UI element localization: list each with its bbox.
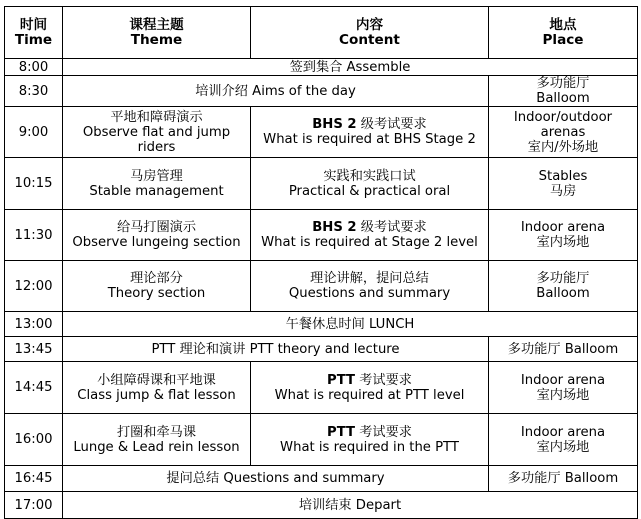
row-theme (63, 261, 251, 312)
theme-en-line2: riders (137, 139, 176, 155)
content-zh: 级考试要求 (356, 220, 427, 235)
row-place: 多功能厅 Balloom (489, 337, 638, 362)
row-content (251, 158, 489, 210)
content-bold: PTT (327, 372, 355, 388)
row-time: 11:30 (5, 210, 63, 261)
row-content (251, 107, 489, 158)
theme-en: Observe lungeing section (72, 235, 241, 250)
row-theme (63, 158, 251, 210)
table-row (5, 414, 638, 466)
theme-zh: 给马打圈演示 (116, 220, 197, 235)
place-en: Stables (538, 168, 588, 184)
content-bold: BHS 2 (312, 220, 357, 235)
content-zh: 理论讲解，提问总结 (310, 271, 429, 286)
table-row (5, 362, 638, 414)
row-time: 16:45 (5, 466, 63, 492)
row-full-span: 培训结束 Depart (63, 492, 638, 519)
row-place: 多功能厅 Balloom (489, 466, 638, 492)
place-en: Indoor/outdoor (513, 109, 613, 125)
row-time: 8:30 (5, 76, 63, 107)
header-time-en: Time (14, 31, 53, 48)
place-zh: 室内场地 (536, 387, 590, 403)
place-en: Indoor arena (520, 424, 606, 440)
row-place (489, 414, 638, 466)
table-row (5, 312, 638, 337)
theme-zh: 小组障碍课和平地课 (97, 372, 216, 388)
row-time: 17:00 (5, 492, 63, 519)
place-zh: 马房 (549, 183, 577, 199)
header-theme-zh: 课程主题 (129, 16, 184, 33)
row-place (489, 210, 638, 261)
content-zh: 考试要求 (355, 372, 412, 388)
row-place (489, 362, 638, 414)
row-content (251, 210, 489, 261)
table-row (5, 210, 638, 261)
place-zh: 多功能厅 (536, 271, 590, 286)
content-bold: PTT (327, 424, 355, 440)
header-place-en: Place (542, 31, 584, 48)
theme-en: Class jump & flat lesson (77, 387, 236, 403)
schedule-table (4, 6, 638, 519)
row-place (489, 158, 638, 210)
row-theme (63, 210, 251, 261)
content-bold: BHS 2 (312, 117, 357, 132)
theme-zh: 打圈和牵马课 (116, 424, 197, 440)
place-zh: 室内场地 (536, 235, 590, 250)
row-time: 12:00 (5, 261, 63, 312)
content-en: What is required at PTT level (274, 387, 465, 403)
row-place (489, 76, 638, 107)
header-content-en: Content (339, 31, 400, 48)
header-theme-en: Theme (130, 31, 183, 48)
row-time: 13:00 (5, 312, 63, 337)
row-place (489, 107, 638, 158)
content-zh: 考试要求 (355, 424, 412, 440)
row-time: 8:00 (5, 59, 63, 76)
header-content-zh: 内容 (355, 16, 384, 33)
row-full-span: 午餐休息时间 LUNCH (63, 312, 638, 337)
place-en: Indoor arena (520, 220, 606, 235)
row-content (251, 362, 489, 414)
header-time-zh: 时间 (19, 16, 48, 33)
table-row (5, 261, 638, 312)
place-zh: 多功能厅 (536, 76, 590, 91)
row-theme (63, 362, 251, 414)
row-content (251, 414, 489, 466)
header-content (251, 7, 489, 59)
table-row (5, 76, 638, 107)
table-row (5, 337, 638, 362)
content-zh: 实践和实践口试 (323, 168, 416, 184)
header-row (5, 7, 638, 59)
theme-zh: 平地和障碍演示 (110, 109, 203, 125)
row-time: 16:00 (5, 414, 63, 466)
header-place-zh: 地点 (549, 16, 577, 33)
row-place (489, 261, 638, 312)
table-row (5, 107, 638, 158)
row-content (251, 261, 489, 312)
content-zh: 级考试要求 (356, 117, 427, 132)
place-en: Indoor arena (520, 372, 606, 388)
schedule-container (4, 6, 638, 519)
row-merged-span: 培训介绍 Aims of the day (63, 76, 489, 107)
row-time: 13:45 (5, 337, 63, 362)
table-row (5, 466, 638, 492)
theme-en: Observe flat and jump (82, 124, 231, 140)
table-row (5, 492, 638, 519)
theme-zh: 理论部分 (130, 271, 183, 286)
row-merged-span: PTT 理论和演讲 PTT theory and lecture (63, 337, 489, 362)
content-en: What is required at BHS Stage 2 (263, 132, 476, 147)
place-en: Balloom (536, 286, 590, 301)
place-en: Balloom (536, 91, 590, 106)
theme-en: Stable management (89, 183, 224, 199)
row-time: 10:15 (5, 158, 63, 210)
row-full-span: 签到集合 Assemble (63, 59, 638, 76)
header-place (489, 7, 638, 59)
place-zh: 室内场地 (536, 439, 590, 455)
theme-zh: 马房管理 (130, 168, 183, 184)
header-time (5, 7, 63, 59)
row-time: 9:00 (5, 107, 63, 158)
place-zh: 室内/外场地 (527, 139, 599, 155)
content-en: Questions and summary (288, 286, 451, 301)
row-theme (63, 414, 251, 466)
theme-en: Theory section (107, 286, 206, 301)
content-en: Practical & practical oral (288, 183, 451, 199)
place-en-line2: arenas (540, 124, 586, 140)
header-theme (63, 7, 251, 59)
content-en: What is required in the PTT (280, 439, 459, 455)
table-row (5, 158, 638, 210)
row-theme (63, 107, 251, 158)
theme-en: Lunge & Lead rein lesson (73, 439, 240, 455)
row-merged-span: 提问总结 Questions and summary (63, 466, 489, 492)
row-time: 14:45 (5, 362, 63, 414)
content-en: What is required at Stage 2 level (261, 235, 478, 250)
table-row (5, 59, 638, 76)
